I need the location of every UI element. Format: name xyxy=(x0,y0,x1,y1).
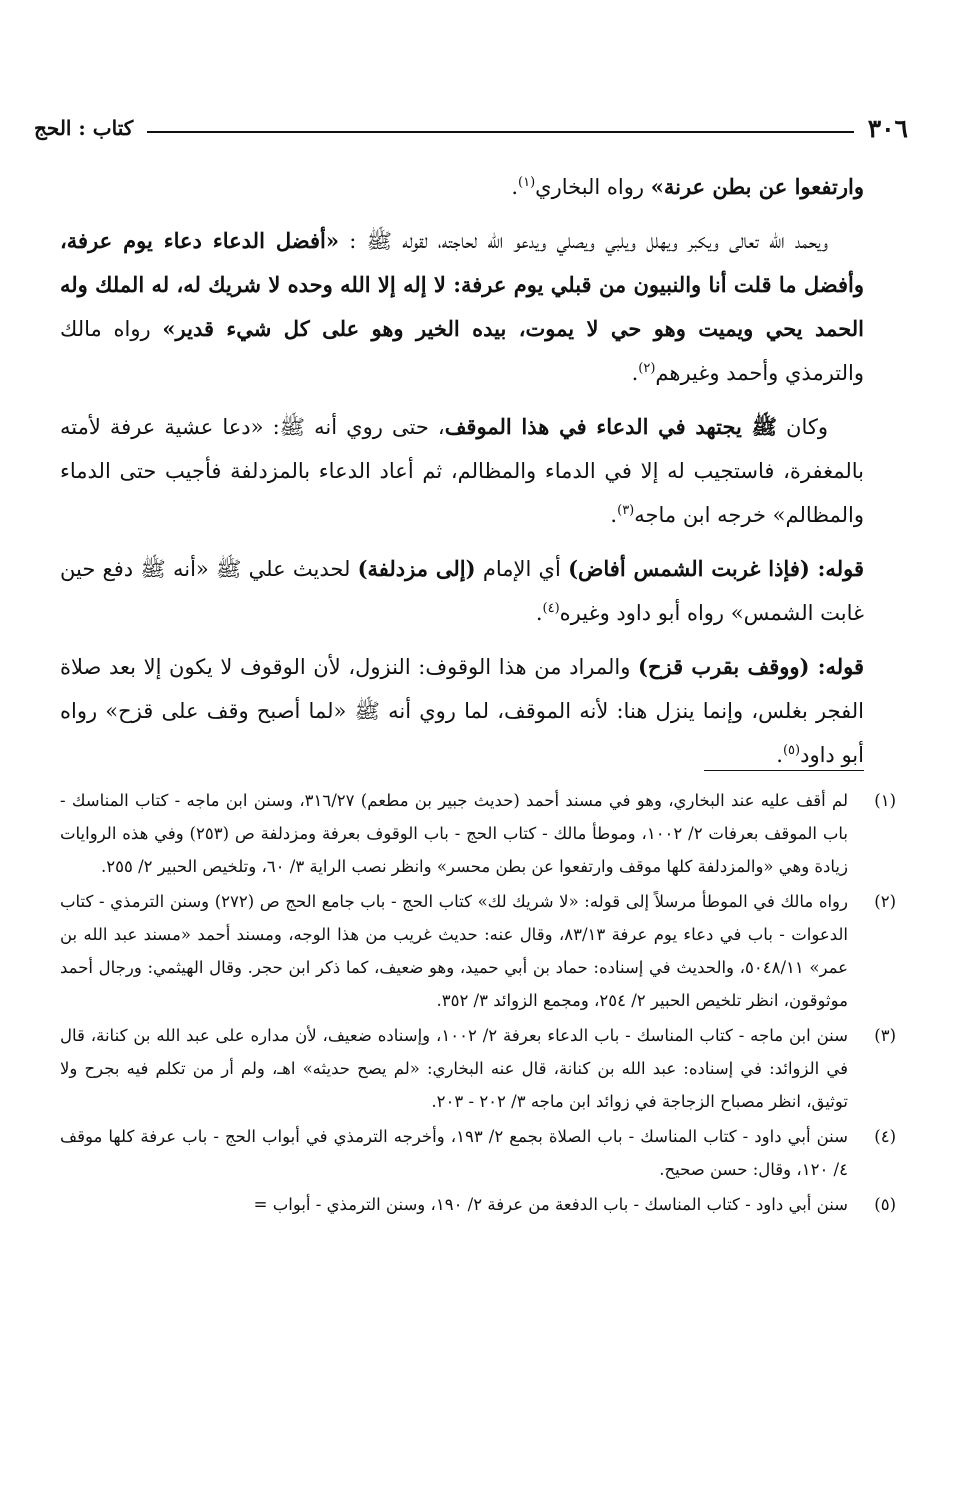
footnote xyxy=(60,1120,896,1186)
footnote xyxy=(60,784,896,883)
main-text xyxy=(60,165,864,787)
footnote xyxy=(60,885,896,1017)
matn-quote: (إلى مزدلفة) xyxy=(357,556,476,581)
paragraph-4: قوله: (فإذا غربت الشمس أفاض) أي الإمام (إلى مزدلفة) لحديث علي ﷺ «أنه ﷺ دفع حين غابت الشمس» رواه أبو داود وغيره$^{(٤)}$. xyxy=(60,556,864,625)
footnote-number: (١) xyxy=(874,791,896,810)
paragraph-2: ويحمد الله تعالى ويكبر ويهلل ويلبي ويصلي ويدعو الله لحاجته، لقوله ﷺ : «أفضل الدعاء دعاء يوم عرفة، وأفضل ما قلت أنا والنبيون من قبلي يوم عرفة: لا إله إلا الله وحده لا شريك له، له الملك وله الحمد يحي ويميت وهو حي لا يموت، بيده الخير وهو على كل شيء قدير» رواه مالك والترمذي وأحمد وغيرهم$^{(٢)}$. xyxy=(60,228,864,385)
paragraph-5: قوله: (ووقف بقرب قزح) والمراد من هذا الوقوف: النزول، لأن الوقوف لا يكون إلا بعد صلاة الفجر بغلس، وإنما ينزل هنا: لأنه الموقف، لما روي أنه ﷺ «لما أصبح وقف على قزح» رواه أبو داود$^{(٥)}$. xyxy=(60,654,865,767)
footnote-text: سنن ابن ماجه - كتاب المناسك - باب الدعاء بعرفة ٢/ ١٠٠٢، وإسناده ضعيف، لأن مداره على عبد الله بن كنانة، قال في الزوائد: في إسناده: عبد الله بن كنانة، قال عنه البخاري: «لم يصح حديثه» اهـ، ولم أر من تكلم فيه بجرح ولا توثيق، انظر مصباح الزجاجة في زوائد ابن ماجه ٣/ ٢٠٢ - ٢٠٣. xyxy=(60,1026,848,1111)
hadith-text: وارتفعوا عن بطن عرنة» xyxy=(650,174,864,199)
header-rule xyxy=(147,131,853,133)
paragraph-intro: ويحمد الله تعالى ويكبر ويهلل ويلبي ويصلي ويدعو الله لحاجته، لقوله ﷺ : xyxy=(338,229,828,253)
footnote-text: رواه مالك في الموطأ مرسلاً إلى قوله: «لا شريك لك» كتاب الحج - باب جامع الحج ص (٢٧٢) وسنن الترمذي - كتاب الدعوات - باب في دعاء يوم عرفة ٨٣/١٣، وقال عنه: حديث غريب من هذا الوجه، ومسند أحمد «مسند عبد الله بن عمر» ٥٠٤٨/١١، والحديث في إسناده: حماد بن أبي حميد، وهو ضعيف، كما ذكر ابن حجر. وقال الهيثمي: ورجال أحمد موثوقون، انظر تلخيص الحبير ٢/ ٢٥٤، ومجمع الزوائد ٣/ ٣٥٢. xyxy=(60,892,848,1010)
footnote-ref[interactable]: (٢) xyxy=(638,361,656,376)
citation-text: ، حتى روي أنه ﷺ: «دعا عشية عرفة لأمته بالمغفرة، فاستجيب له إلا في الدماء والمظالم، ثم أعاد الدعاء بالمزدلفة فأجيب حتى الدماء والمظالم» خرجه ابن ماجه xyxy=(60,415,864,527)
citation-text: لحديث علي ﷺ «أنه ﷺ دفع حين غابت الشمس» رواه أبو داود وغيره xyxy=(60,557,864,625)
footnote-number: (٢) xyxy=(874,892,896,911)
paragraph-1: وارتفعوا عن بطن عرنة» رواه البخاري$^{(١)}$. xyxy=(511,174,864,199)
footnote-ref[interactable]: (٣) xyxy=(617,503,635,518)
footnote-ref[interactable]: (٥) xyxy=(782,743,801,758)
matn-quote: قوله: (ووقف بقرب قزح) xyxy=(638,654,865,679)
footnote-ref[interactable]: (١) xyxy=(518,175,536,190)
citation-text: رواه مالك والترمذي وأحمد وغيرهم xyxy=(60,317,864,385)
paragraph-3: وكان ﷺ يجتهد في الدعاء في هذا الموقف، حتى روي أنه ﷺ: «دعا عشية عرفة لأمته بالمغفرة، فاستجيب له إلا في الدماء والمظالم، ثم أعاد الدعاء بالمزدلفة فأجيب حتى الدماء والمظالم» خرجه ابن ماجه$^{(٣)}$. xyxy=(60,414,864,527)
footnote-number: (٣) xyxy=(874,1026,896,1045)
footnote-text: لم أقف عليه عند البخاري، وهو في مسند أحمد (حديث جبير بن مطعم) ٣١٦/٢٧، وسنن ابن ماجه - كتاب المناسك - باب الموقف بعرفات ٢/ ١٠٠٢، وموطأ مالك - كتاب الحج - باب الوقوف بعرفة ومزدلفة ص (٢٥٣) وفي هذه الروايات زيادة وهي «والمزدلفة كلها موقف وارتفعوا عن بطن محسر» وانظر نصب الراية ٣/ ٦٠، وتلخيص الحبير ٢/ ٢٥٥. xyxy=(60,791,848,876)
footnote-number: (٤) xyxy=(874,1127,896,1146)
citation-text: رواه البخاري xyxy=(535,175,651,199)
matn-quote: قوله: (فإذا غربت الشمس أفاض) xyxy=(568,556,864,581)
emphasis-text: ﷺ يجتهد في الدعاء في هذا الموقف xyxy=(444,414,777,439)
footnote xyxy=(60,1019,896,1118)
footnote-text: سنن أبي داود - كتاب المناسك - باب الصلاة بجمع ٢/ ١٩٣، وأخرجه الترمذي في أبواب الحج - باب عرفة كلها موقف ٤/ ١٢٠، وقال: حسن صحيح. xyxy=(60,1127,848,1179)
footnote-number: (٥) xyxy=(874,1195,896,1214)
hadith-text: «أفضل الدعاء دعاء يوم عرفة، وأفضل ما قلت أنا والنبيون من قبلي يوم عرفة: لا إله إلا الله وحده لا شريك له، له الملك وله الحمد يحي ويميت وهو حي لا يموت، بيده الخير وهو على كل شيء قدير» xyxy=(60,228,864,341)
page-number: ٣٠٦ xyxy=(867,113,908,143)
footnotes xyxy=(60,784,896,1223)
footnote-text: سنن أبي داود - كتاب المناسك - باب الدفعة من عرفة ٢/ ١٩٠، وسنن الترمذي - أبواب = xyxy=(253,1195,848,1214)
footnote xyxy=(60,1188,896,1221)
page-header xyxy=(34,108,908,148)
footnote-separator xyxy=(704,770,864,771)
footnote-ref[interactable]: (٤) xyxy=(542,601,560,616)
running-title: كتاب : الحج xyxy=(34,116,134,140)
citation-text: والمراد من هذا الوقوف: النزول، لأن الوقوف لا يكون إلا بعد صلاة الفجر بغلس، وإنما ينزل هنا: لأنه الموقف، لما روي أنه ﷺ «لما أصبح وقف على قزح» رواه أبو داود xyxy=(60,655,864,767)
